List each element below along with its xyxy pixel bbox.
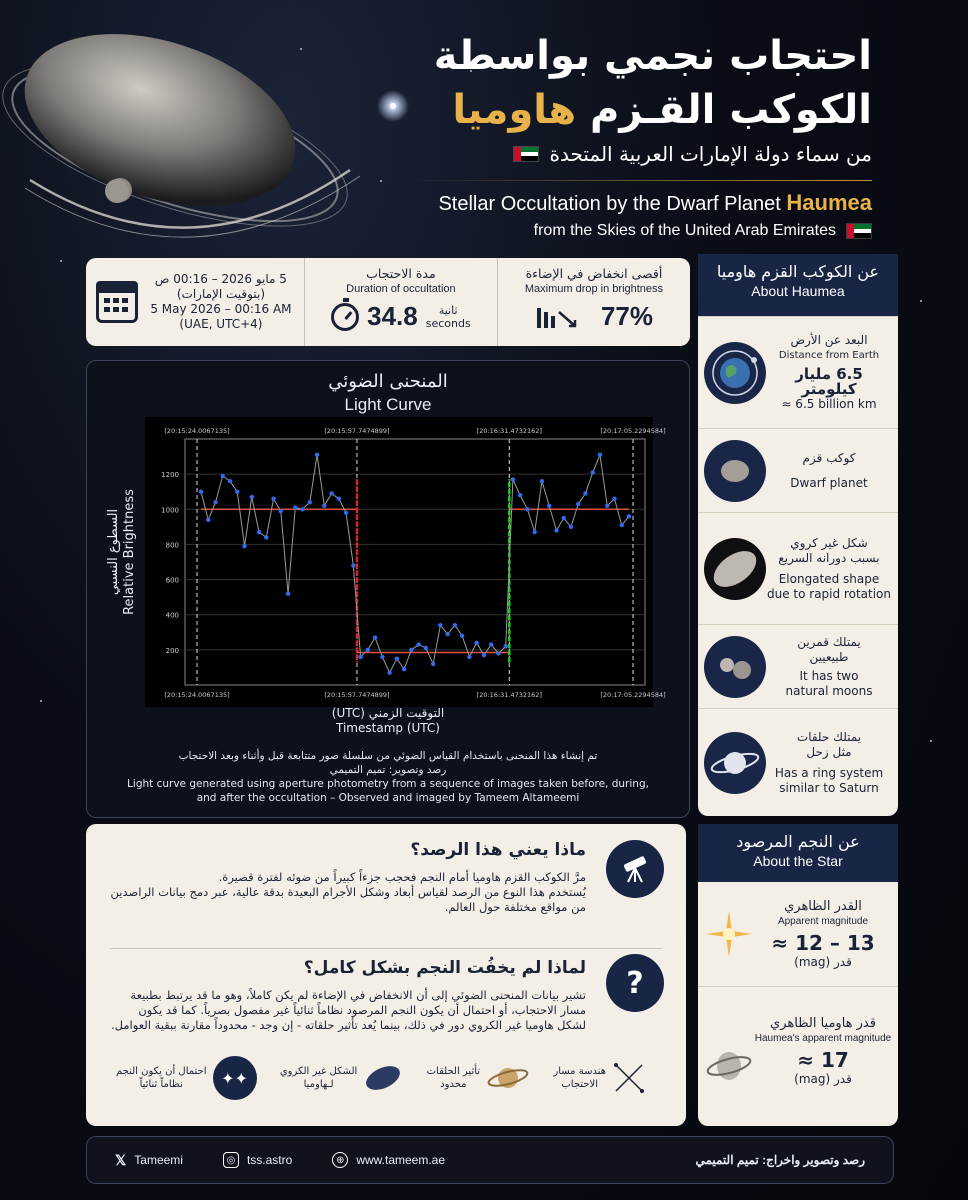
instagram-link[interactable] — [223, 1152, 292, 1168]
data-point — [228, 479, 232, 483]
x-tick-label-top: [20:16:31.4732162] — [476, 427, 542, 435]
about-haumea-panel — [698, 254, 898, 816]
two-moons-icon — [704, 636, 766, 698]
x-tick-label-top: [20:17:05.2294584] — [600, 427, 666, 435]
data-point — [380, 655, 384, 659]
moons-en-2: natural moons — [785, 683, 873, 698]
factor3-line1: الشكل غير الكروي — [279, 1066, 358, 1077]
moons-item — [698, 624, 898, 708]
data-point — [286, 591, 290, 595]
dwarf-label-en: Dwarf planet — [790, 475, 868, 490]
factor1-line1: هندسة مسار — [553, 1066, 606, 1077]
data-point — [242, 544, 246, 548]
data-point — [547, 504, 551, 508]
factor2-line1: تأثير الحلقات — [426, 1066, 481, 1077]
data-point — [344, 511, 348, 515]
chart-ylabel — [106, 467, 138, 637]
saturn-icon — [486, 1063, 530, 1093]
shape-item — [698, 512, 898, 624]
data-point — [337, 497, 341, 501]
data-point — [358, 655, 362, 659]
drop-stat — [497, 258, 690, 346]
drop-label-en: Maximum drop in brightness — [524, 283, 664, 295]
x-tick-label-bottom: [20:15:57.7474899] — [324, 691, 390, 699]
light-curve-chart — [145, 417, 666, 707]
distance-label-ar: البعد عن الأرض — [790, 333, 868, 347]
question-2-body: تشير بيانات المنحنى الضوئي إلى أن الانخفاض في الإضاءة لم يكن كاملاً، وهو ما قد يرتبط بطبيعة مسار الاحتجاب، أو احتمال أن يكون النجم المرصود نظاماً ثنائياً غير مفصول بصرياً. كما قد يكون لشكل هاوميا غير الكروي دور في ذلك، بينما يُعد تأثير حلقاته - إن وجد - محدوداً مقارنة ببقية العوامل. — [111, 988, 586, 1032]
data-point — [409, 648, 413, 652]
distance-item — [698, 316, 898, 428]
factor-geometry — [553, 1056, 646, 1100]
star-magnitude-item — [698, 882, 898, 986]
title-en-prefix: Stellar Occultation by the Dwarf Planet — [438, 193, 781, 215]
data-point — [627, 514, 631, 518]
ringed-planet-icon — [704, 732, 766, 794]
ylabel-en: Relative Brightness — [122, 489, 137, 615]
y-tick-label: 400 — [165, 611, 179, 620]
title-ar-line2-prefix: الكوكب القـزم — [590, 87, 872, 133]
xlabel-en: Timestamp (UTC) — [336, 721, 440, 735]
chart-title-ar: المنحنى الضوئي — [328, 371, 448, 392]
stats-card — [86, 258, 690, 346]
date-en-1: 5 May 2026 – 00:16 AM — [150, 302, 292, 316]
date-stat — [86, 258, 304, 346]
x-tick-label-top: [20:15:24.0067135] — [164, 427, 230, 435]
question-1-p2: يُستخدم هذا النوع من الرصد لقياس أبعاد وشكل الأجرام البعيدة بدقة عالية، عبر دمج بيانات الراصدين من مواقع مختلفة حول العالم. — [110, 885, 586, 914]
binary-star-icon: ✦✦ — [213, 1056, 257, 1100]
title-ar-highlight: هاوميا — [452, 87, 577, 133]
factor-binary — [116, 1056, 257, 1100]
question-1-p1: مرَّ الكوكب القزم هاوميا أمام النجم فحجب جزءاً كبيراً من ضوئه لفترة قصيرة. — [218, 870, 586, 884]
data-point — [315, 453, 319, 457]
y-tick-label: 800 — [165, 541, 179, 550]
data-point — [525, 507, 529, 511]
distance-label-en: Distance from Earth — [778, 350, 880, 361]
elongated-shape-icon — [704, 538, 766, 600]
star-mag-value: ≈ 12 – 13 — [771, 931, 875, 955]
y-tick-label: 200 — [165, 646, 179, 655]
data-point — [279, 509, 283, 513]
title-en-line1 — [438, 190, 872, 216]
uae-flag-icon — [846, 223, 872, 239]
data-point — [511, 477, 515, 481]
shape-en-2: due to rapid rotation — [766, 586, 891, 601]
y-tick-label: 1200 — [161, 471, 179, 480]
rings-ar-1: يمتلك حلقات — [796, 729, 862, 744]
factor-rings — [427, 1056, 530, 1100]
title-ar-line2 — [434, 82, 872, 138]
note-ar-2: رصد وتصوير: تميم التميمي — [329, 764, 447, 776]
data-point — [496, 651, 500, 655]
factor1-line2: الاحتجاب — [561, 1079, 598, 1090]
haumea-mag-label-ar: قدر هاوميا الظاهري — [770, 1015, 876, 1031]
moons-ar-1: يمتلك قمرين — [797, 634, 861, 649]
star-mag-unit: قدر (mag) — [794, 955, 852, 969]
data-point — [532, 530, 536, 534]
about-haumea-header — [698, 254, 898, 316]
data-point — [489, 642, 493, 646]
note-en-2: and after the occultation – Observed and imaged by Tameem Altameemi — [196, 792, 580, 804]
star-glow-icon — [704, 909, 754, 959]
question-1-heading: ماذا يعني هذا الرصد؟ — [410, 840, 586, 860]
data-point — [554, 528, 558, 532]
calendar-icon — [96, 281, 138, 323]
data-point — [264, 535, 268, 539]
about-haumea-title-en: About Haumea — [751, 283, 845, 299]
instagram-icon: ◎ — [223, 1152, 239, 1168]
observation-meaning-card — [86, 824, 686, 1126]
about-haumea-title-ar: عن الكوكب القزم هاوميا — [716, 262, 880, 281]
question-2-heading: لماذا لم يخفُت النجم بشكل كامل؟ — [303, 958, 586, 978]
question-mark-icon: ? — [606, 954, 664, 1012]
drop-label-ar: أقصى انخفاض في الإضاءة — [525, 266, 663, 281]
data-point — [576, 502, 580, 506]
data-point — [206, 518, 210, 522]
title-ar-subtitle: من سماء دولة الإمارات العربية المتحدة — [549, 142, 872, 166]
data-point — [569, 525, 573, 529]
factor-shape — [280, 1056, 404, 1100]
date-en-2: (UAE, UTC+4) — [179, 317, 263, 331]
data-point — [518, 493, 522, 497]
chart-title-en: Light Curve — [344, 395, 432, 414]
chart-xlabel — [87, 706, 689, 736]
about-star-panel — [698, 824, 898, 1126]
chart-background — [145, 417, 653, 707]
haumea-illustration — [0, 30, 410, 250]
data-point — [271, 497, 275, 501]
data-point — [540, 479, 544, 483]
x-tick-label-bottom: [20:16:31.4732162] — [476, 691, 542, 699]
xlabel-ar: التوقيت الزمني (UTC) — [331, 706, 445, 720]
data-point — [221, 474, 225, 478]
rings-item — [698, 708, 898, 816]
data-point — [474, 641, 478, 645]
note-ar-1: تم إنشاء هذا المنحنى باستخدام القياس الضوئي من سلسلة صور متتابعة قبل وأثناء وبعد الاحتجاب — [178, 750, 598, 762]
moons-en-1: It has two — [799, 668, 859, 683]
light-curve-card — [86, 360, 690, 818]
date-text — [148, 272, 294, 332]
data-point — [329, 491, 333, 495]
data-point — [598, 453, 602, 457]
distance-value-en: ≈ 6.5 billion km — [781, 397, 877, 411]
data-point — [257, 530, 261, 534]
ylabel-ar: السطوع النسبي — [106, 508, 121, 596]
duration-stat — [304, 258, 497, 346]
haumea-mag-label-en: Haumea's apparent magnitude — [754, 1032, 892, 1044]
data-point — [366, 648, 370, 652]
star-mag-label-en: Apparent magnitude — [777, 916, 869, 927]
footer-credit: رصد وتصوير واخراج: تميم التميمي — [695, 1153, 865, 1167]
haumea-mag-unit: قدر (mag) — [794, 1071, 852, 1086]
duration-label-ar: مدة الاحتجاب — [366, 266, 436, 281]
about-star-title-ar: عن النجم المرصود — [736, 832, 860, 851]
data-point — [402, 667, 406, 671]
data-point — [424, 646, 428, 650]
shape-ar-1: شكل غير كروي — [790, 535, 868, 550]
y-tick-label: 600 — [165, 576, 179, 585]
data-point — [387, 671, 391, 675]
x-tick-label-bottom: [20:15:24.0067135] — [164, 691, 230, 699]
uae-flag-icon — [513, 146, 539, 162]
path-geometry-icon — [612, 1061, 646, 1095]
shape-ar-2: بسبب دورانه السريع — [778, 550, 880, 565]
website-link[interactable] — [332, 1152, 445, 1168]
haumea-magnitude-item — [698, 986, 898, 1114]
arabic-title — [434, 30, 872, 166]
footer — [86, 1136, 894, 1184]
star-mag-label-ar: القدر الظاهري — [784, 899, 862, 914]
stopwatch-icon — [331, 303, 359, 331]
data-point — [453, 623, 457, 627]
title-ar-line3 — [434, 142, 872, 166]
factor2-line2: محدود — [440, 1079, 467, 1090]
data-point — [293, 505, 297, 509]
x-tick-label-bottom: [20:17:05.2294584] — [600, 691, 666, 699]
ellipsoid-icon — [363, 1063, 403, 1093]
data-point — [591, 470, 595, 474]
duration-unit-en: seconds — [425, 316, 471, 330]
data-point — [620, 523, 624, 527]
data-point — [445, 632, 449, 636]
instagram-handle: tss.astro — [246, 1153, 293, 1167]
data-point — [503, 644, 507, 648]
data-point — [467, 655, 471, 659]
data-point — [583, 491, 587, 495]
date-ar-2: (بتوقيت الإمارات) — [176, 287, 266, 301]
globe-icon: ⊕ — [332, 1152, 348, 1168]
data-point — [373, 635, 377, 639]
distance-value-ar: 6.5 مليار كيلومتر — [795, 365, 863, 398]
dwarf-planet-item — [698, 428, 898, 512]
data-point — [431, 662, 435, 666]
data-point — [213, 500, 217, 504]
data-point — [605, 504, 609, 508]
title-en-subtitle: from the Skies of the United Arab Emirates — [533, 222, 836, 239]
english-title — [438, 190, 872, 240]
section-divider — [110, 948, 662, 949]
data-point — [416, 642, 420, 646]
y-tick-label: 1000 — [161, 506, 179, 515]
factor4-line2: نظاماً ثنائياً — [139, 1079, 183, 1090]
data-point — [235, 490, 239, 494]
dwarf-label-ar: كوكب قزم — [802, 450, 856, 465]
duration-unit-ar: ثانية — [438, 303, 458, 317]
rings-en-2: similar to Saturn — [779, 780, 879, 795]
data-point — [395, 656, 399, 660]
data-point — [199, 490, 203, 494]
factors-row — [116, 1056, 646, 1100]
title-en-highlight: Haumea — [786, 190, 872, 215]
data-point — [612, 497, 616, 501]
moons-ar-2: طبيعيين — [809, 649, 849, 664]
note-en-1: Light curve generated using aperture photometry from a sequence of images taken before, during, — [127, 778, 649, 790]
rings-en-1: Has a ring system — [774, 765, 884, 780]
title-ar-line1: احتجاب نجمي بواسطة — [433, 33, 872, 79]
duration-label-en: Duration of occultation — [346, 283, 456, 295]
duration-unit — [426, 304, 471, 330]
drop-value: 77% — [600, 301, 653, 331]
data-point — [438, 623, 442, 627]
dwarf-planet-icon — [704, 440, 766, 502]
factor3-line2: لـهاوميا — [303, 1079, 334, 1090]
data-point — [322, 504, 326, 508]
title-en-line2 — [438, 222, 872, 240]
haumea-mag-value: ≈ 17 — [797, 1047, 849, 1072]
data-point — [460, 634, 464, 638]
title-divider — [402, 180, 872, 181]
chart-note — [87, 749, 689, 805]
x-tick-label-top: [20:15:57.7474899] — [324, 427, 390, 435]
data-point — [250, 495, 254, 499]
website-url: www.tameem.ae — [356, 1153, 446, 1167]
x-handle: Tameemi — [134, 1153, 183, 1167]
about-star-title-en: About the Star — [753, 853, 843, 869]
factor4-line1: احتمال أن يكون النجم — [116, 1066, 207, 1077]
question-1-body — [110, 870, 586, 915]
telescope-icon — [606, 840, 664, 898]
haumea-ringed-icon — [704, 1046, 754, 1086]
date-ar-1: 5 مايو 2026 – 00:16 ص — [154, 272, 287, 286]
x-link[interactable] — [115, 1152, 183, 1169]
duration-value: 34.8 — [367, 301, 418, 331]
small-moon-icon — [102, 176, 132, 206]
data-point — [351, 563, 355, 567]
earth-orbit-icon — [704, 342, 766, 404]
shape-en-1: Elongated shape — [778, 571, 880, 586]
data-point — [308, 500, 312, 504]
data-point — [562, 516, 566, 520]
data-point — [482, 653, 486, 657]
x-logo-icon: 𝕏 — [115, 1151, 127, 1168]
about-star-header — [698, 824, 898, 882]
rings-ar-2: مثل زحل — [806, 744, 852, 759]
data-point — [300, 507, 304, 511]
brightness-drop-icon — [535, 304, 579, 330]
